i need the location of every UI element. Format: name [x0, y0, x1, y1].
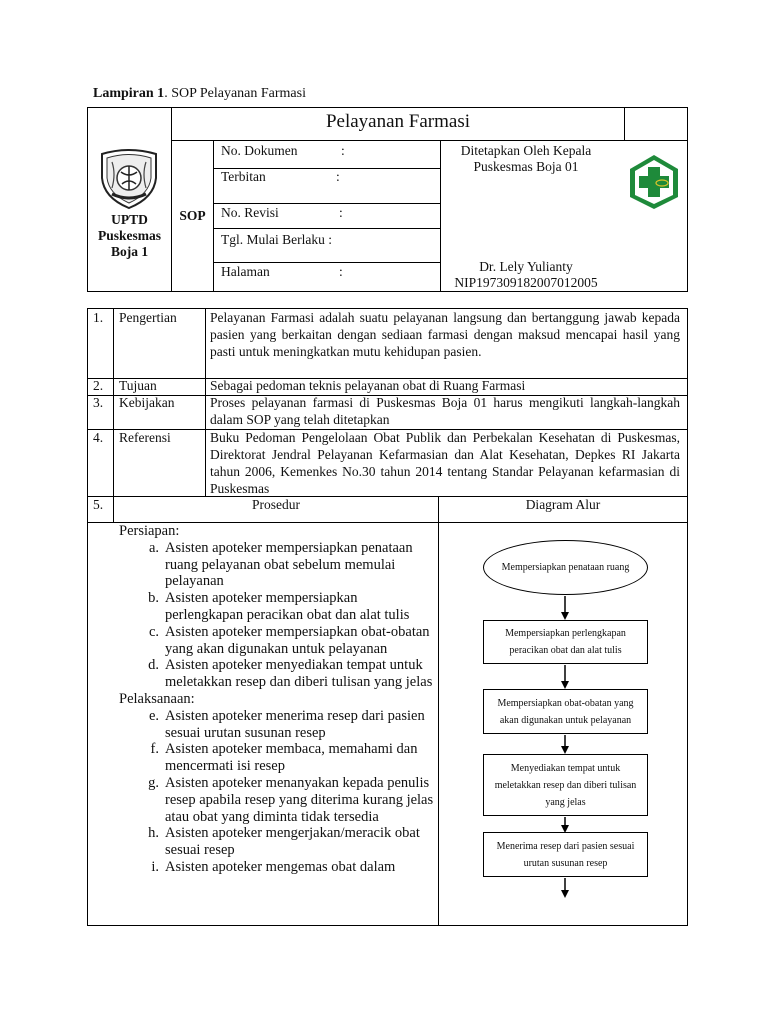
row-number: 3.: [93, 395, 104, 410]
org-name: UPTD Puskesmas Boja 1: [97, 212, 161, 259]
row-label-tujuan: Tujuan: [119, 378, 157, 393]
field-halaman: Halaman: [221, 264, 270, 279]
flow-step-box: Menerima resep dari pasien sesuai urutan susunan resep: [483, 832, 648, 877]
sop-label: SOP: [179, 208, 206, 223]
flow-step-box: Menyediakan tempat untuk meletakkan resep dan diberi tulisan yang jelas: [483, 754, 648, 816]
list-item: e. Asisten apoteker menerima resep dari pasien sesuai urutan susunan resep: [148, 707, 425, 741]
list-item: c. Asisten apoteker mempersiapkan obat-obatan yang akan digunakan untuk pelayanan: [148, 623, 430, 657]
row-text-tujuan: Sebagai pedoman teknis pelayanan obat di Ruang Farmasi: [210, 378, 526, 393]
sop-header-table: UPTD Puskesmas Boja 1 Pelayanan Farmasi SOP No. Dokumen : Terbitan : No. Revisi : Tgl. Mulai Berlaku : Halaman : Ditetapkan Oleh Kepala Puskesmas Boja 01 Dr. Lely Yulianty NIP197309182007012005: [87, 107, 688, 292]
list-item: i. Asisten apoteker mengemas obat dalam: [151, 858, 396, 875]
list-item: d. Asisten apoteker menyediakan tempat untuk meletakkan resep dan diberi tulisan yang jelas: [148, 657, 433, 691]
procedure-list: [119, 523, 437, 876]
signer-name: Dr. Lely Yulianty: [479, 259, 573, 274]
row-label-pengertian: Pengertian: [119, 310, 177, 325]
field-no-revisi: No. Revisi: [221, 205, 279, 220]
row-text-referensi: Buku Pedoman Pengelolaan Obat Publik dan Perbekalan Kesehatan di Puskesmas, Direktorat Jendral Pelayanan Kefarmasian dan Alat Kesehatan, Depkes RI Jakarta tahun 2006, Kemenkes No.30 tahun 2014 tentang Standar Pelayanan kefarmasian di Puskesmas: [210, 430, 680, 496]
flow-arrow: [560, 596, 570, 620]
field-no-dokumen: No. Dokumen: [221, 143, 298, 158]
flow-start-ellipse: Mempersiapkan penataan ruang: [483, 540, 648, 595]
signer-nip: NIP197309182007012005: [454, 275, 598, 290]
flow-arrow: [560, 735, 570, 754]
list-item: f. Asisten apoteker membaca, memahami dan mencermati isi resep: [150, 741, 418, 775]
puskesmas-logo: [628, 153, 680, 211]
diagram-header: Diagram Alur: [525, 497, 601, 512]
row-text-pengertian: Pelayanan Farmasi adalah suatu pelayanan langsung dan bertanggung jawab kepada pasien yang berkaitan dengan sediaan farmasi dengan maksud mencapai hasil yang pasti untuk meningkatkan mutu kehidupan pasien.: [210, 310, 680, 359]
document-title: Pelayanan Farmasi: [325, 111, 471, 132]
approval-text: Ditetapkan Oleh Kepala Puskesmas Boja 01: [460, 143, 592, 174]
list-item: h. Asisten apoteker mengerjakan/meracik obat sesuai resep: [148, 825, 420, 859]
field-terbitan: Terbitan: [221, 169, 266, 184]
list-item: g. Asisten apoteker menanyakan kepada penulis resep apabila resep yang diterima kurang jelas atau obat yang diminta tidak tersedia: [148, 774, 434, 825]
flow-step-box: Mempersiapkan perlengkapan peracikan obat dan alat tulis: [483, 620, 648, 664]
attachment-caption: Lampiran 1. SOP Pelayanan Farmasi: [93, 86, 306, 101]
row-number: 1.: [93, 310, 104, 325]
list-item: a. Asisten apoteker mempersiapkan penataan ruang pelayanan obat sebelum memulai pelayanan: [148, 539, 413, 590]
flow-arrow: [560, 878, 570, 898]
row-text-kebijakan: Proses pelayanan farmasi di Puskesmas Boja 01 harus mengikuti langkah-langkah dalam SOP yang telah ditetapkan: [210, 395, 680, 427]
flow-arrow: [560, 817, 570, 833]
procedure-header: Prosedur: [252, 497, 300, 512]
row-label-referensi: Referensi: [119, 430, 171, 445]
signer-block: [441, 259, 611, 291]
row-number: 4.: [93, 430, 104, 445]
section-title-pelaksanaan: Pelaksanaan:: [119, 690, 195, 707]
row-label-kebijakan: Kebijakan: [119, 395, 175, 410]
section-title-persiapan: Persiapan:: [119, 523, 180, 539]
flow-arrow: [560, 665, 570, 689]
row-number: 5.: [93, 497, 104, 512]
flow-step-box: Mempersiapkan obat-obatan yang akan digunakan untuk pelayanan: [483, 689, 648, 734]
row-number: 2.: [93, 378, 104, 393]
field-tgl-mulai-berlaku: Tgl. Mulai Berlaku :: [221, 232, 332, 247]
kendal-emblem-logo: [94, 148, 164, 210]
list-item: b. Asisten apoteker mempersiapkan perlengkapan peracikan obat dan alat tulis: [148, 590, 410, 623]
